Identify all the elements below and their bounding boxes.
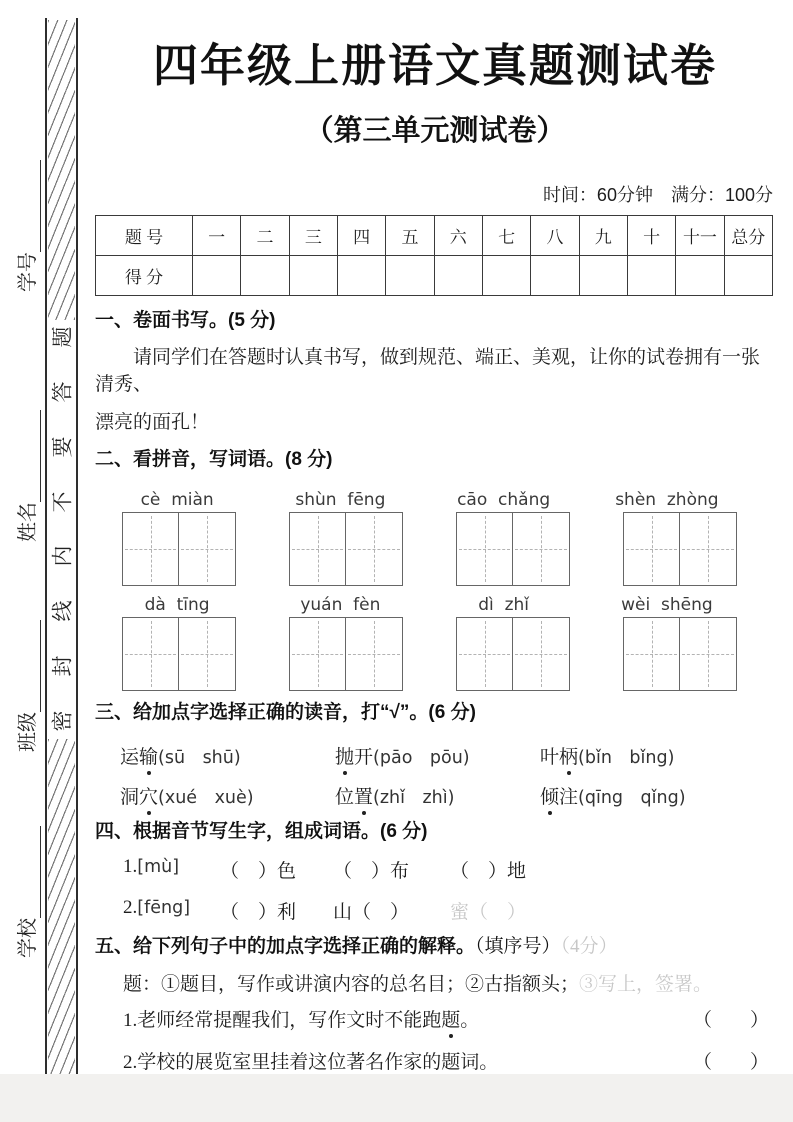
- word-part: 注: [559, 786, 579, 808]
- col-header: 总分: [724, 215, 772, 255]
- page-subtitle: （第三单元测试卷）: [304, 114, 566, 147]
- definition-main: 题：①题目，写作或讲演内容的总名目；②古指额头；: [123, 973, 580, 995]
- writing-cell[interactable]: [179, 617, 236, 691]
- section5-item-2: [95, 1047, 775, 1074]
- writing-box-group: [456, 617, 570, 691]
- pinyin-options: (bǐn bǐng): [578, 747, 675, 768]
- col-header: 八: [531, 215, 579, 255]
- pinyin-options: (pāo pōu): [373, 747, 470, 768]
- writing-cell[interactable]: [513, 617, 570, 691]
- writing-cell[interactable]: [456, 512, 513, 586]
- writing-cell[interactable]: [346, 617, 403, 691]
- pronunciation-item[interactable]: [120, 742, 335, 769]
- seal-char: 线: [50, 600, 74, 622]
- pinyin-label: dì zhǐ: [478, 594, 529, 615]
- student-id-blank[interactable]: [21, 160, 41, 252]
- score-cell[interactable]: [386, 255, 434, 295]
- writing-box-group: [289, 617, 403, 691]
- section4-heading: 四、根据音节写生字，组成词语。(6 分): [95, 820, 428, 842]
- writing-box-row-1: [122, 512, 775, 586]
- pinyin-label: shèn zhòng: [615, 489, 719, 510]
- school-blank[interactable]: [21, 826, 41, 918]
- seal-char: 要: [50, 436, 74, 458]
- sentence-stem: [123, 1047, 498, 1074]
- writing-cell[interactable]: [122, 617, 179, 691]
- sentence-text: 学校的展览室里挂着这位著名作家的: [137, 1051, 442, 1073]
- item-number: 2.: [123, 1051, 138, 1073]
- dotted-char: 柄: [559, 746, 579, 768]
- syllable-label: [123, 897, 220, 924]
- pinyin-label: dà tīng: [144, 594, 210, 615]
- section5-heading-note: （填序号）: [475, 935, 561, 957]
- pinyin-label: shùn fēng: [295, 489, 386, 510]
- writing-cell[interactable]: [179, 512, 236, 586]
- writing-cell[interactable]: [289, 617, 346, 691]
- dotted-char: 倾: [540, 786, 560, 808]
- writing-cell[interactable]: [456, 617, 513, 691]
- student-name-blank[interactable]: [21, 410, 41, 502]
- dotted-char: 置: [354, 786, 374, 808]
- score-cell[interactable]: [289, 255, 337, 295]
- writing-cell[interactable]: [122, 512, 179, 586]
- section1-text-line1: 请同学们在答题时认真书写，做到规范、端正、美观，让你的试卷拥有一张清秀、: [95, 346, 761, 395]
- word-part: 开: [354, 746, 374, 768]
- student-id-label: 学号: [17, 252, 39, 292]
- section3-row-1: [120, 742, 775, 769]
- score-cell[interactable]: [627, 255, 675, 295]
- class-field: [15, 620, 41, 752]
- fill-blank-item[interactable]: 山（ ）: [333, 901, 410, 923]
- section4-row-1: [123, 856, 775, 883]
- writing-cell[interactable]: [680, 617, 737, 691]
- word-part: 洞: [120, 786, 140, 808]
- dotted-char: 输: [139, 746, 159, 768]
- syllable-pinyin: [mù]: [137, 856, 180, 877]
- page-title: 四年级上册语文真题测试卷: [152, 40, 717, 91]
- sentence-text: 。: [460, 1009, 480, 1031]
- syllable-pinyin: [fēng]: [137, 897, 191, 918]
- scan-shadow-band: [0, 1074, 793, 1122]
- school-field: [15, 826, 41, 958]
- writing-cell[interactable]: [289, 512, 346, 586]
- pronunciation-item[interactable]: [335, 742, 540, 769]
- class-label: 班级: [17, 712, 39, 752]
- col-header: 一: [193, 215, 241, 255]
- sentence-text: 词。: [460, 1051, 499, 1073]
- definition-faded: ③写上，签署。: [579, 973, 713, 995]
- item-number: 2.: [123, 896, 138, 918]
- pinyin-options: (qīng qǐng): [578, 787, 686, 808]
- pinyin-row-2: [122, 595, 775, 615]
- section5-heading-main: 五、给下列句子中的加点字选择正确的解释。: [95, 935, 476, 957]
- section5-item-1: [95, 1005, 775, 1032]
- word-part: 位: [335, 786, 355, 808]
- score-cell[interactable]: [337, 255, 385, 295]
- fill-blank-item[interactable]: （ ）地: [450, 860, 527, 882]
- pinyin-label: cè miàn: [140, 489, 214, 510]
- pinyin-options: (sū shū): [158, 747, 241, 768]
- pronunciation-item[interactable]: [540, 742, 674, 769]
- item-number: 1.: [123, 855, 138, 877]
- writing-box-group: [623, 512, 737, 586]
- writing-cell[interactable]: [623, 617, 680, 691]
- section2-heading: 二、看拼音，写词语。(8 分): [95, 448, 333, 470]
- seal-char: 题: [50, 326, 74, 348]
- col-header: 二: [241, 215, 289, 255]
- writing-box-group: [623, 617, 737, 691]
- score-cell[interactable]: [676, 255, 724, 295]
- seal-char: 答: [50, 381, 74, 403]
- col-header: 十: [627, 215, 675, 255]
- item-number: 1.: [123, 1009, 138, 1031]
- score-cell[interactable]: [724, 255, 772, 295]
- answer-bracket[interactable]: （ ）: [692, 1051, 769, 1073]
- seal-char: 内: [50, 545, 74, 567]
- student-name-label: 姓名: [17, 502, 39, 542]
- writing-cell[interactable]: [623, 512, 680, 586]
- word-part: 叶: [540, 746, 560, 768]
- section1-text-line2: 漂亮的面孔！: [95, 411, 210, 433]
- class-blank[interactable]: [21, 620, 41, 712]
- seal-char: 不: [50, 491, 74, 513]
- pinyin-label: yuán fèn: [300, 594, 381, 615]
- fill-blank-item[interactable]: （ ）布: [333, 860, 410, 882]
- col-header: 十一: [676, 215, 724, 255]
- writing-box-group: [456, 512, 570, 586]
- writing-box-row-2: [122, 617, 775, 691]
- time-score-info: 时间：60分钟 满分：100分: [542, 184, 773, 205]
- score-cell[interactable]: [241, 255, 289, 295]
- section1-heading: 一、卷面书写。(5 分): [95, 309, 276, 331]
- score-table-header-row: [96, 215, 773, 255]
- section3-row-2: [120, 782, 775, 809]
- writing-cell[interactable]: [513, 512, 570, 586]
- dotted-char: 抛: [335, 746, 355, 768]
- pronunciation-item[interactable]: [120, 782, 335, 809]
- dotted-char: 题: [441, 1051, 461, 1073]
- score-cell[interactable]: [579, 255, 627, 295]
- col-header: 六: [434, 215, 482, 255]
- col-header: 四: [337, 215, 385, 255]
- score-table-score-row: [96, 255, 773, 295]
- syllable-label: [123, 856, 220, 883]
- dotted-char: 穴: [139, 786, 159, 808]
- section5-points-faded: （4分）: [560, 935, 618, 957]
- writing-box-group: [122, 512, 236, 586]
- score-cell[interactable]: [193, 255, 241, 295]
- col-header: 五: [386, 215, 434, 255]
- pronunciation-item[interactable]: [335, 782, 540, 809]
- definition-line: [123, 969, 775, 996]
- fill-blank-item[interactable]: （ ）利: [220, 901, 297, 923]
- pinyin-options: (zhǐ zhì): [373, 787, 455, 808]
- seal-hatch-bottom: [48, 739, 75, 1089]
- word-part: 运: [120, 746, 140, 768]
- student-name-field: [15, 410, 41, 542]
- seal-char: 密: [50, 710, 74, 732]
- seal-line-text: [45, 322, 77, 736]
- sentence-text: 老师经常提醒我们，写作文时不能跑: [137, 1009, 442, 1031]
- writing-cell[interactable]: [346, 512, 403, 586]
- section5-heading: [95, 931, 775, 958]
- score-table: [95, 215, 773, 296]
- fill-blank-item[interactable]: （ ）色: [220, 860, 297, 882]
- fill-blank-item-faded[interactable]: 蜜（ ）: [450, 901, 527, 923]
- main-content: [95, 0, 775, 1074]
- score-cell[interactable]: [482, 255, 530, 295]
- pinyin-label: cāo chǎng: [457, 489, 551, 510]
- seal-hatch-top: [48, 20, 75, 320]
- score-label: 得 分: [96, 255, 193, 295]
- answer-bracket[interactable]: （ ）: [692, 1009, 769, 1031]
- col-header: 七: [482, 215, 530, 255]
- question-number-label: 题 号: [96, 215, 193, 255]
- sentence-stem: [123, 1005, 479, 1032]
- col-header: 九: [579, 215, 627, 255]
- score-cell[interactable]: [434, 255, 482, 295]
- school-label: 学校: [17, 918, 39, 958]
- pinyin-row-1: [122, 490, 775, 510]
- seal-char: 封: [50, 655, 74, 677]
- student-id-field: [15, 160, 41, 292]
- col-header: 三: [289, 215, 337, 255]
- writing-box-group: [289, 512, 403, 586]
- dotted-char: 题: [441, 1009, 461, 1031]
- score-cell[interactable]: [531, 255, 579, 295]
- writing-cell[interactable]: [680, 512, 737, 586]
- section3-heading: 三、给加点字选择正确的读音，打“√”。(6 分): [95, 701, 476, 723]
- pinyin-label: wèi shēng: [621, 594, 713, 615]
- section4-row-2: [123, 897, 775, 924]
- writing-box-group: [122, 617, 236, 691]
- pronunciation-item[interactable]: [540, 782, 686, 809]
- pinyin-options: (xué xuè): [158, 787, 254, 808]
